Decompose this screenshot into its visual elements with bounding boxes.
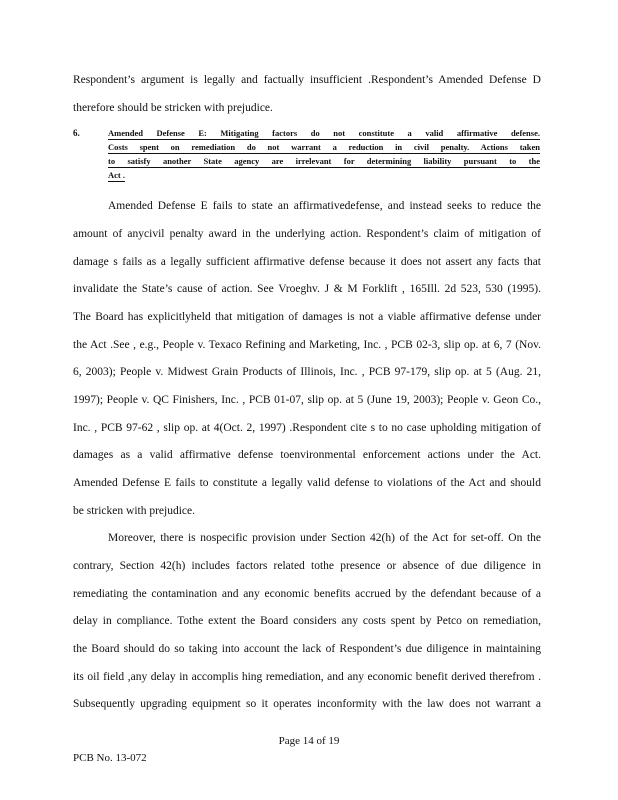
paragraph-line: the Act .See , e.g., People v. Texaco Refining and Marketing, Inc. , PCB 02-3, slip op. at 6, 7 (Nov. <box>73 339 541 351</box>
paragraph-line: damage s fails as a legally sufficient affirmative defense because it does not assert any facts that <box>73 256 541 268</box>
paragraph-line: amount of anycivil penalty award in the underlying action. Respondent’s claim of mitigation of <box>73 228 541 240</box>
paragraph-line: Subsequently upgrading equipment so it operates inconformity with the law does not warrant a <box>73 698 541 710</box>
paragraph-line: 1997); People v. QC Finishers, Inc. , PCB 01-07, slip op. at 5 (June 19, 2003); People v. Geon Co., <box>73 394 541 406</box>
paragraph-line: damages as a valid affirmative defense toenvironmental enforcement actions under the Act. <box>73 449 541 461</box>
paragraph-line: be stricken with prejudice. <box>73 505 195 517</box>
section-heading-line: to satisfy another State agency are irrelevant for determining liability pursuant to the <box>108 156 540 166</box>
section-heading-line: Amended Defense E: Mitigating factors do not constitute a valid affirmative defense. <box>108 128 540 138</box>
paragraph-line: Amended Defense E fails to constitute a legally valid defense to violations of the Act and should <box>73 477 541 489</box>
body-line: Respondent’s argument is legally and factually insufficient .Respondent’s Amended Defense D <box>73 74 541 86</box>
page-number: Page 14 of 19 <box>278 735 340 747</box>
paragraph-line: 6, 2003); People v. Midwest Grain Products of Illinois, Inc. , PCB 97-179, slip op. at 5 (Aug. 21, <box>73 366 541 378</box>
section-number: 6. <box>73 128 80 138</box>
body-line: therefore should be stricken with prejudice. <box>73 102 273 114</box>
paragraph-line: remediating the contamination and any economic benefits accrued by the defendant because of a <box>73 588 541 600</box>
docket-number: PCB No. 13-072 <box>73 752 147 764</box>
paragraph-line: Moreover, there is nospecific provision under Section 42(h) of the Act for set-off. On the <box>108 532 541 544</box>
paragraph-line: delay in compliance. Tothe extent the Board considers any costs spent by Petco on remediation, <box>73 615 541 627</box>
paragraph-line: invalidate the State’s cause of action. See Vroeghv. J & M Forklift , 165Ill. 2d 523, 530 (1995). <box>73 283 541 295</box>
paragraph-line: contrary, Section 42(h) includes factors related tothe presence or absence of due diligence in <box>73 560 541 572</box>
paragraph-line: The Board has explicitlyheld that mitigation of damages is not a viable affirmative defense under <box>73 311 541 323</box>
paragraph-line: the Board should do so taking into account the lack of Respondent’s due diligence in maintaining <box>73 643 541 655</box>
section-heading-line: Costs spent on remediation do not warrant a reduction in civil penalty. Actions taken <box>108 142 540 152</box>
paragraph-line: its oil field ,any delay in accomplis hing remediation, and any economic benefit derived therefrom . <box>73 671 541 683</box>
paragraph-line: Inc. , PCB 97-62 , slip op. at 4(Oct. 2, 1997) .Respondent cite s to no case upholding mitigation of <box>73 422 541 434</box>
section-heading-line: Act . <box>108 170 125 180</box>
paragraph-line: Amended Defense E fails to state an affirmativedefense, and instead seeks to reduce the <box>108 200 541 212</box>
